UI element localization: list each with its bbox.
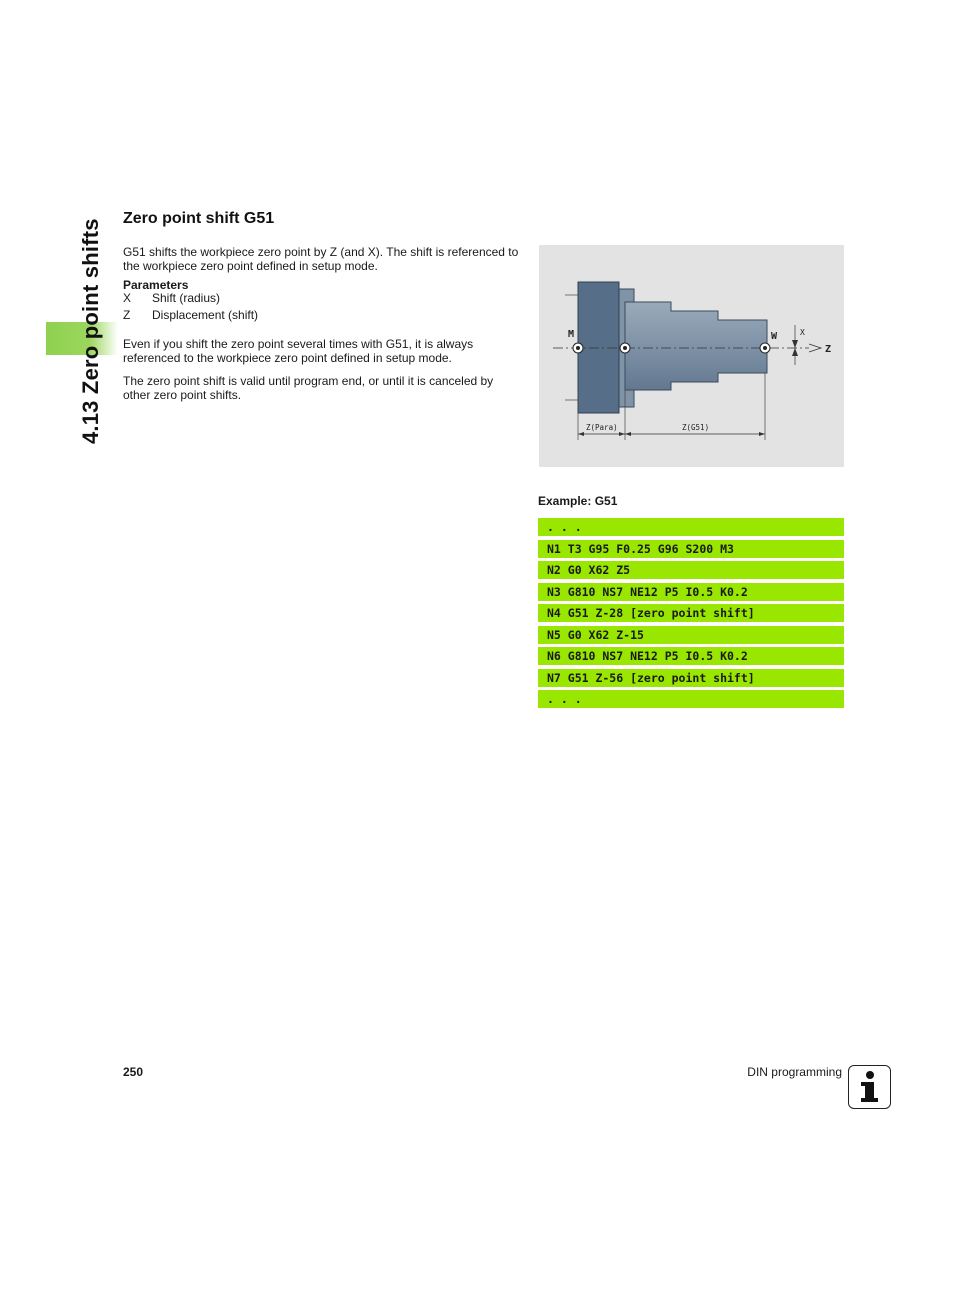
page-number: 250 (123, 1065, 144, 1079)
z-axis-arrow-icon (809, 344, 821, 352)
label-z: Z (825, 344, 832, 355)
x-axis-arrow-icon (792, 348, 798, 356)
code-line: . . . (538, 690, 844, 708)
dimension-arrow-icon (625, 432, 631, 436)
code-line: . . . (538, 518, 844, 536)
parameter-key: X (123, 291, 132, 305)
code-line: N6 G810 NS7 NE12 P5 I0.5 K0.2 (538, 647, 844, 665)
dimension-arrow-icon (619, 432, 625, 436)
figure-drawing (539, 245, 844, 467)
zero-point-shift-figure (539, 245, 844, 467)
machine-zero-marker (573, 343, 583, 353)
code-listing (538, 518, 844, 712)
intro-paragraph: G51 shifts the workpiece zero point by Z (and X). The shift is referenced to the workpiece zero point defined in setup mode. (123, 245, 519, 273)
chuck-shape (578, 282, 619, 413)
parameters-heading: Parameters (123, 278, 189, 292)
parameter-desc: Displacement (shift) (152, 308, 259, 322)
dimension-label-para: Z(Para) (586, 423, 618, 432)
example-label: Example: G51 (538, 494, 618, 508)
label-x: X (800, 328, 805, 337)
parameter-row-x (123, 291, 220, 305)
code-line: N2 G0 X62 Z5 (538, 561, 844, 579)
chapter-footer: DIN programming (747, 1065, 842, 1079)
code-line: N1 T3 G95 F0.25 G96 S200 M3 (538, 540, 844, 558)
parameter-key: Z (123, 308, 131, 322)
dimension-arrow-icon (578, 432, 584, 436)
sidebar-section-title: 4.13 Zero point shifts (78, 218, 103, 444)
code-line: N3 G810 NS7 NE12 P5 I0.5 K0.2 (538, 583, 844, 601)
label-m: M (568, 329, 575, 340)
dimension-label-g51: Z(G51) (682, 423, 710, 432)
workpiece-zero-marker (760, 343, 770, 353)
code-line: N4 G51 Z-28 [zero point shift] (538, 604, 844, 622)
parameter-desc: Shift (radius) (152, 291, 221, 305)
shifted-zero-marker (620, 343, 630, 353)
label-w: W (771, 331, 778, 342)
info-icon (848, 1065, 891, 1109)
workpiece-shape (625, 302, 767, 390)
code-line: N5 G0 X62 Z-15 (538, 626, 844, 644)
note-paragraph-1: Even if you shift the zero point several times with G51, it is always referenced to the workpiece zero point defined in setup mode. (123, 337, 474, 365)
note-paragraph-2: The zero point shift is valid until program end, or until it is canceled by other zero point shifts. (123, 374, 494, 402)
code-line: N7 G51 Z-56 [zero point shift] (538, 669, 844, 687)
dimension-arrow-icon (759, 432, 765, 436)
parameter-row-z (123, 308, 258, 322)
x-axis-arrow-icon (792, 340, 798, 348)
section-title: Zero point shift G51 (123, 210, 275, 227)
